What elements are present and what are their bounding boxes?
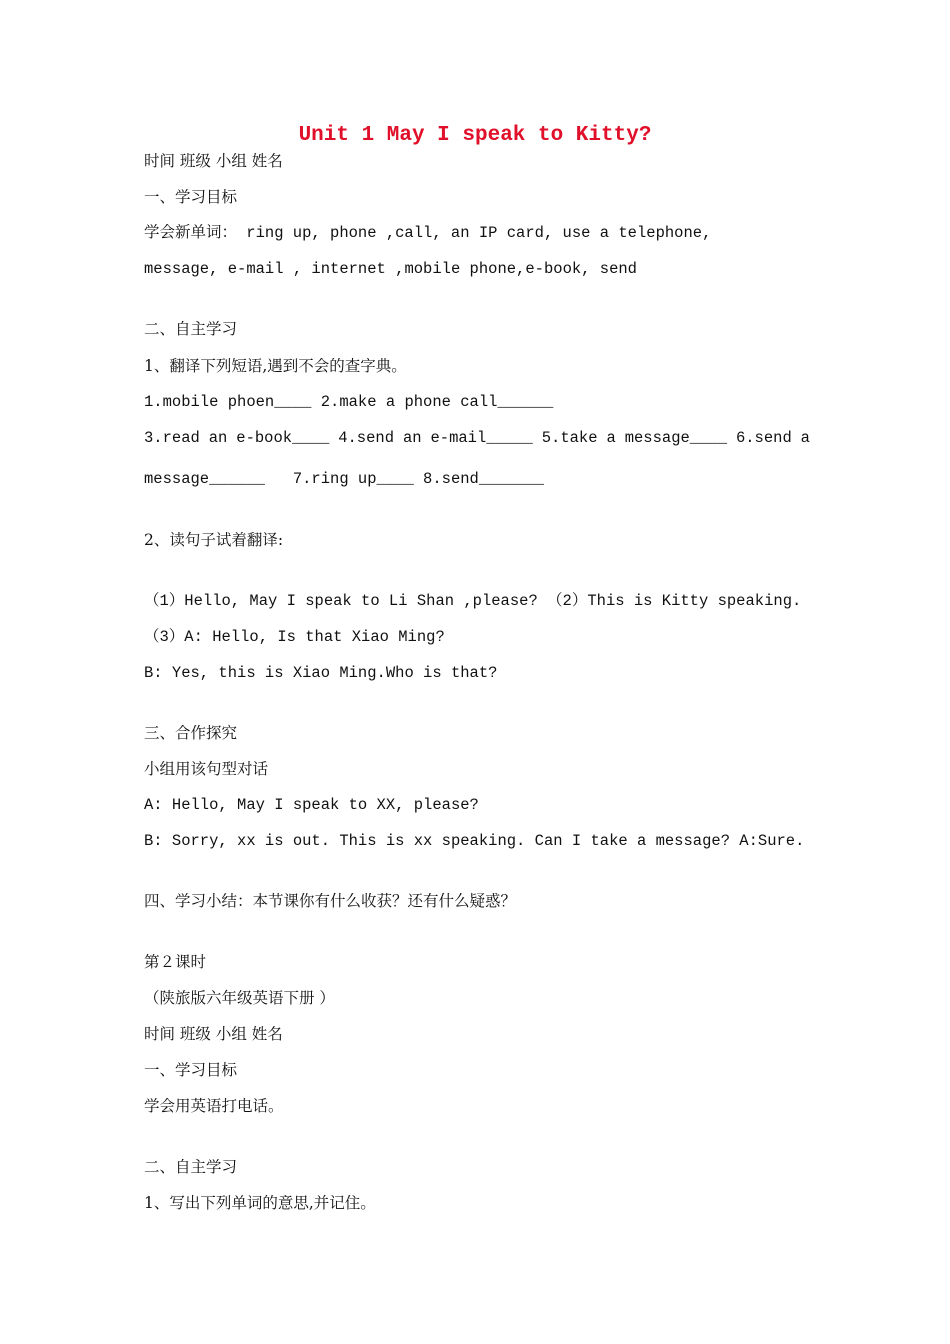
phrase-word: an: [208, 429, 228, 447]
phrase-word: 3.read: [144, 429, 200, 447]
phrase-word: 6.send: [735, 429, 792, 447]
phrase-word: e-book____: [236, 429, 330, 447]
summary-heading: 四、学习小结：本节课你有什么收获？还有什么疑惑？: [144, 892, 517, 910]
sentence-line: （3）A: Hello, Is that Xiao Ming?: [144, 628, 445, 646]
phrase-word: message____: [624, 429, 728, 447]
sentence-line: （1）Hello, May I speak to Li Shan ,please? （2）This is Kitty speaking.: [144, 592, 802, 610]
section-heading: 二、自主学习: [144, 1158, 238, 1176]
info-line: 时间 班级 小组 姓名: [144, 1025, 283, 1043]
question-line: 2、读句子试着翻译:: [144, 531, 284, 549]
dialogue-line: B: Sorry, xx is out. This is xx speaking. Can I take a message? A:Sure.: [144, 832, 805, 850]
phrase-word: 5.take: [541, 429, 598, 447]
vocab-line: message, e-mail , internet ,mobile phone,e-book, send: [144, 260, 637, 278]
info-line: 时间 班级 小组 姓名: [144, 152, 283, 170]
lesson-heading: 第２课时: [144, 953, 207, 971]
phrase-word: e-mail_____: [430, 429, 533, 447]
goal-text: 学会用英语打电话。: [144, 1097, 284, 1115]
section-heading: 一、学习目标: [144, 1061, 238, 1079]
document-title: Unit 1 May I speak to Kitty?: [298, 124, 652, 147]
question-line: 1、写出下列单词的意思,并记住。: [144, 1194, 376, 1212]
phrase-word: 4.send: [338, 429, 395, 447]
vocab-line: 学会新单词： ring up, phone ,call, an IP card, use a telephone,: [144, 224, 712, 242]
instruction-line: 小组用该句型对话: [144, 760, 269, 778]
book-line: （陕旅版六年级英语下册 ）: [144, 989, 335, 1007]
section-heading: 一、学习目标: [144, 188, 238, 206]
phrase-word: a: [800, 429, 810, 447]
phrase-line-justified: [144, 427, 810, 449]
dialogue-line: A: Hello, May I speak to XX, please?: [144, 796, 479, 814]
section-heading: 二、自主学习: [144, 320, 238, 338]
question-line: 1、翻译下列短语,遇到不会的查字典。: [144, 357, 407, 375]
section-heading: 三、合作探究: [144, 724, 238, 742]
phrase-line: 1.mobile phoen____ 2.make a phone call______: [144, 393, 554, 411]
phrase-word: a: [606, 429, 616, 447]
sentence-line: B: Yes, this is Xiao Ming.Who is that?: [144, 664, 498, 682]
phrase-word: an: [402, 429, 422, 447]
phrase-line: message______ 7.ring up____ 8.send_______: [144, 470, 544, 488]
